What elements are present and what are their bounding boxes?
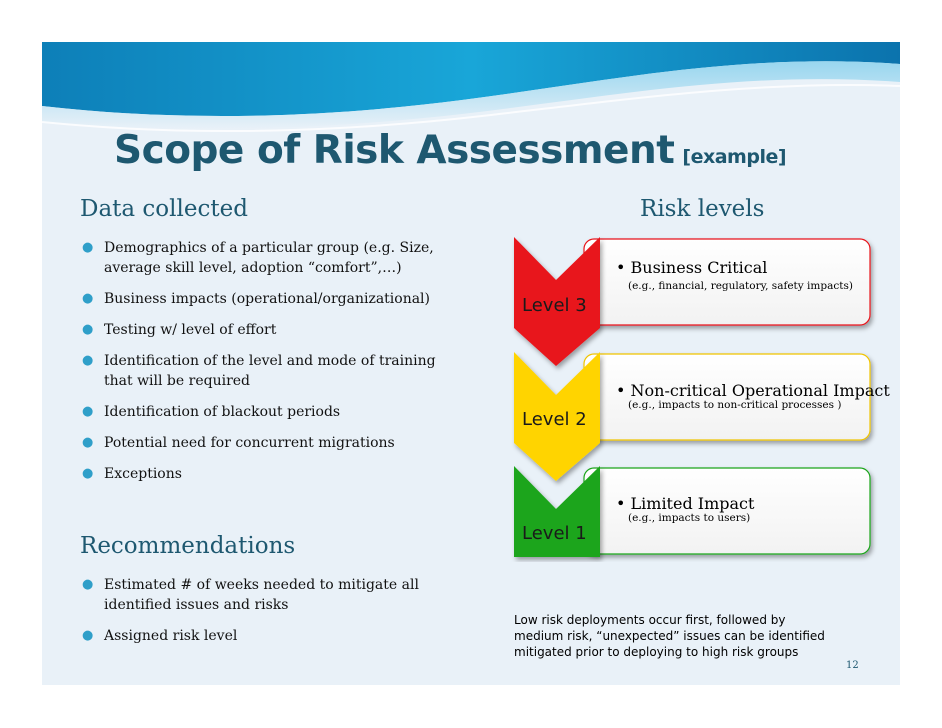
level-2-title: • Non-critical Operational Impact xyxy=(616,381,890,400)
list-item: ● Demographics of a particular group (e.g. Size, average skill level, adoption “comfort”,…) xyxy=(82,240,434,276)
recommendations-list xyxy=(80,575,454,657)
level-1-label: Level 1 xyxy=(522,523,587,544)
list-item: ● Exceptions xyxy=(82,466,182,482)
list-item: ● Identification of the level and mode of training that will be required xyxy=(82,353,436,389)
bullet-icon: ● xyxy=(82,353,94,368)
title-tag: [example] xyxy=(682,146,787,168)
bullet-icon: ● xyxy=(82,577,94,592)
level-1-detail: (e.g., impacts to users) xyxy=(628,512,751,524)
risk-levels-heading: Risk levels xyxy=(640,196,765,222)
note-line: Low risk deployments occur first, followed by xyxy=(514,613,786,627)
list-item: ● Assigned risk level xyxy=(82,628,238,644)
data-collected-heading: Data collected xyxy=(80,196,248,222)
level-3-label: Level 3 xyxy=(522,295,587,316)
bullet-icon: ● xyxy=(82,404,94,419)
recommendations-heading: Recommendations xyxy=(80,533,296,559)
level-1-title: • Limited Impact xyxy=(616,494,755,513)
bullet-icon: ● xyxy=(82,291,94,306)
data-collected-list xyxy=(80,238,454,495)
bullet-icon: ● xyxy=(82,628,94,643)
level-3-title: • Business Critical xyxy=(616,258,768,277)
bullet-icon: ● xyxy=(82,435,94,450)
list-item: ● Estimated # of weeks needed to mitigate all identified issues and risks xyxy=(82,577,419,613)
page-number: 12 xyxy=(846,660,859,671)
bullet-icon: ● xyxy=(82,322,94,337)
title-text: Scope of Risk Assessment xyxy=(114,128,675,173)
deployment-note xyxy=(514,612,825,660)
level-3-detail: (e.g., financial, regulatory, safety impacts) xyxy=(628,280,853,292)
level-2-detail: (e.g., impacts to non-critical processes ) xyxy=(628,399,842,411)
bullet-icon: ● xyxy=(82,240,94,255)
list-item: ● Business impacts (operational/organizational) xyxy=(82,291,430,307)
header-wave-graphic xyxy=(42,42,900,142)
list-item: ● Identification of blackout periods xyxy=(82,404,341,420)
level-2-label: Level 2 xyxy=(522,409,587,430)
note-line: medium risk, “unexpected” issues can be identified xyxy=(514,629,825,643)
note-line: mitigated prior to deploying to high risk groups xyxy=(514,645,799,659)
page-title xyxy=(114,128,786,173)
bullet-icon: ● xyxy=(82,466,94,481)
list-item: ● Potential need for concurrent migrations xyxy=(82,435,395,451)
slide xyxy=(42,42,900,685)
list-item: ● Testing w/ level of effort xyxy=(82,322,277,338)
